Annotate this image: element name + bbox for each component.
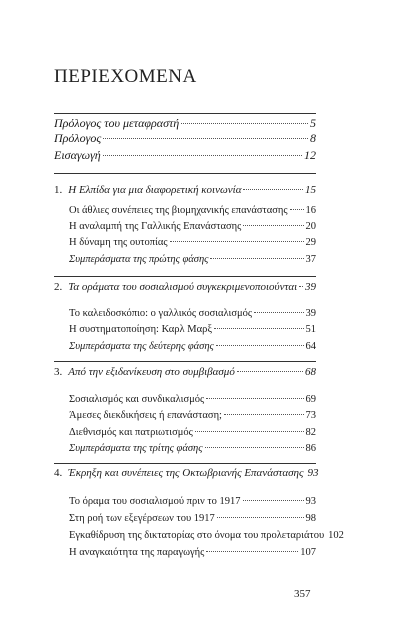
- divider: [54, 276, 316, 277]
- toc-chapter-1[interactable]: [54, 183, 316, 197]
- leader-dots: [299, 286, 303, 287]
- section-page: 69: [305, 394, 316, 405]
- section-page: 20: [305, 221, 316, 232]
- divider: [54, 361, 316, 362]
- toc-section[interactable]: [69, 426, 316, 440]
- toc-entry-introduction[interactable]: [54, 148, 316, 162]
- chapter-title: Από την εξιδανίκευση στο συμβιβασμό: [68, 366, 235, 378]
- leader-dots: [210, 258, 303, 259]
- section-text: Στη ροή των εξεγέρσεων του 1917: [69, 513, 215, 524]
- divider: [54, 113, 316, 114]
- toc-entry-preface[interactable]: [54, 131, 316, 145]
- section-text: Σοσιαλισμός και συνδικαλισμός: [69, 394, 205, 405]
- entry-page: 5: [310, 116, 316, 130]
- section-text: Συμπεράσματα της δεύτερης φάσης: [69, 341, 214, 352]
- section-text: Συμπεράσματα της τρίτης φάσης: [69, 443, 203, 454]
- entry-page: 12: [304, 148, 316, 162]
- section-page: 29: [305, 237, 316, 248]
- section-text: Η συστηματοποίηση: Καρλ Μαρξ: [69, 324, 213, 335]
- toc-section[interactable]: [69, 546, 316, 560]
- toc-section[interactable]: [69, 393, 316, 407]
- section-page: 102: [328, 530, 344, 541]
- leader-dots: [237, 371, 303, 372]
- chapter-page: 15: [305, 184, 316, 196]
- toc-section[interactable]: [69, 236, 316, 250]
- page-title: ΠΕΡΙΕΧΟΜΕΝΑ: [54, 66, 197, 87]
- section-page: 86: [305, 443, 316, 454]
- leader-dots: [224, 414, 304, 415]
- chapter-number: 2.: [54, 281, 63, 293]
- chapter-title: Η Ελπίδα για μια διαφορετική κοινωνία: [68, 184, 242, 196]
- section-page: 82: [305, 427, 316, 438]
- leader-dots: [206, 398, 303, 399]
- toc-section[interactable]: [69, 340, 316, 354]
- chapter-number: 3.: [54, 366, 63, 378]
- section-text: Το καλειδοσκόπιο: ο γαλλικός σοσιαλισμός: [69, 308, 253, 319]
- toc-section[interactable]: [69, 323, 316, 337]
- leader-dots: [205, 447, 304, 448]
- toc-section[interactable]: [69, 204, 316, 218]
- leader-dots: [217, 517, 304, 518]
- leader-dots: [181, 123, 308, 124]
- section-page: 107: [300, 547, 316, 558]
- toc-chapter-3[interactable]: [54, 365, 316, 379]
- leader-dots: [216, 345, 304, 346]
- toc-entry-translator-preface[interactable]: [54, 116, 316, 130]
- leader-dots: [103, 138, 308, 139]
- divider: [54, 173, 316, 174]
- section-page: 64: [305, 341, 316, 352]
- section-text: Οι άθλιες συνέπειες της βιομηχανικής επανάστασης: [69, 205, 288, 216]
- leader-dots: [243, 189, 303, 190]
- leader-dots: [254, 312, 303, 313]
- chapter-page: 39: [305, 281, 316, 293]
- page-number: 357: [294, 588, 311, 600]
- section-page: 51: [305, 324, 316, 335]
- leader-dots: [243, 500, 304, 501]
- toc-section[interactable]: [69, 512, 316, 526]
- section-text: Συμπεράσματα της πρώτης φάσης: [69, 254, 209, 265]
- chapter-number: 1.: [54, 184, 63, 196]
- chapter-page: 68: [305, 366, 316, 378]
- chapter-title: Τα οράματα του σοσιαλισμού συγκεκριμενοποιούνται: [68, 281, 298, 293]
- chapter-page: 93: [307, 467, 319, 479]
- section-text: Διεθνισμός και πατριωτισμός: [69, 427, 193, 438]
- toc-section[interactable]: [69, 253, 316, 267]
- chapter-number: 4.: [54, 467, 63, 479]
- section-text: Η αναγκαιότητα της παραγωγής: [69, 547, 205, 558]
- entry-text: Πρόλογος του μεταφραστή: [54, 116, 180, 130]
- section-page: 73: [305, 410, 316, 421]
- toc-section[interactable]: [69, 442, 316, 456]
- entry-text: Πρόλογος: [54, 131, 102, 145]
- section-text: Εγκαθίδρυση της δικτατορίας στο όνομα του προλεταριάτου: [69, 530, 325, 541]
- section-page: 16: [305, 205, 316, 216]
- chapter-title: Έκρηξη και συνέπειες της Οκτωβριανής Επανάστασης: [68, 467, 304, 479]
- toc-chapter-2[interactable]: [54, 280, 316, 294]
- section-text: Το όραμα του σοσιαλισμού πριν το 1917: [69, 496, 241, 507]
- section-page: 39: [305, 308, 316, 319]
- entry-page: 8: [310, 131, 316, 145]
- section-page: 98: [305, 513, 316, 524]
- leader-dots: [214, 328, 303, 329]
- toc-section[interactable]: [69, 409, 316, 423]
- section-page: 37: [305, 254, 316, 265]
- section-text: Άμεσες διεκδικήσεις ή επανάσταση;: [69, 410, 222, 421]
- leader-dots: [195, 431, 304, 432]
- section-page: 93: [305, 496, 316, 507]
- leader-dots: [290, 209, 304, 210]
- entry-text: Εισαγωγή: [54, 148, 101, 162]
- leader-dots: [243, 225, 303, 226]
- section-text: Η δύναμη της ουτοπίας: [69, 237, 168, 248]
- toc-section[interactable]: [69, 495, 316, 509]
- toc-section[interactable]: [69, 529, 344, 543]
- divider: [54, 463, 316, 464]
- leader-dots: [103, 155, 302, 156]
- leader-dots: [170, 241, 304, 242]
- toc-chapter-4[interactable]: [54, 466, 319, 480]
- toc-section[interactable]: [69, 220, 316, 234]
- toc-section[interactable]: [69, 307, 316, 321]
- leader-dots: [206, 551, 298, 552]
- section-text: Η αναλαμπή της Γαλλικής Επανάστασης: [69, 221, 242, 232]
